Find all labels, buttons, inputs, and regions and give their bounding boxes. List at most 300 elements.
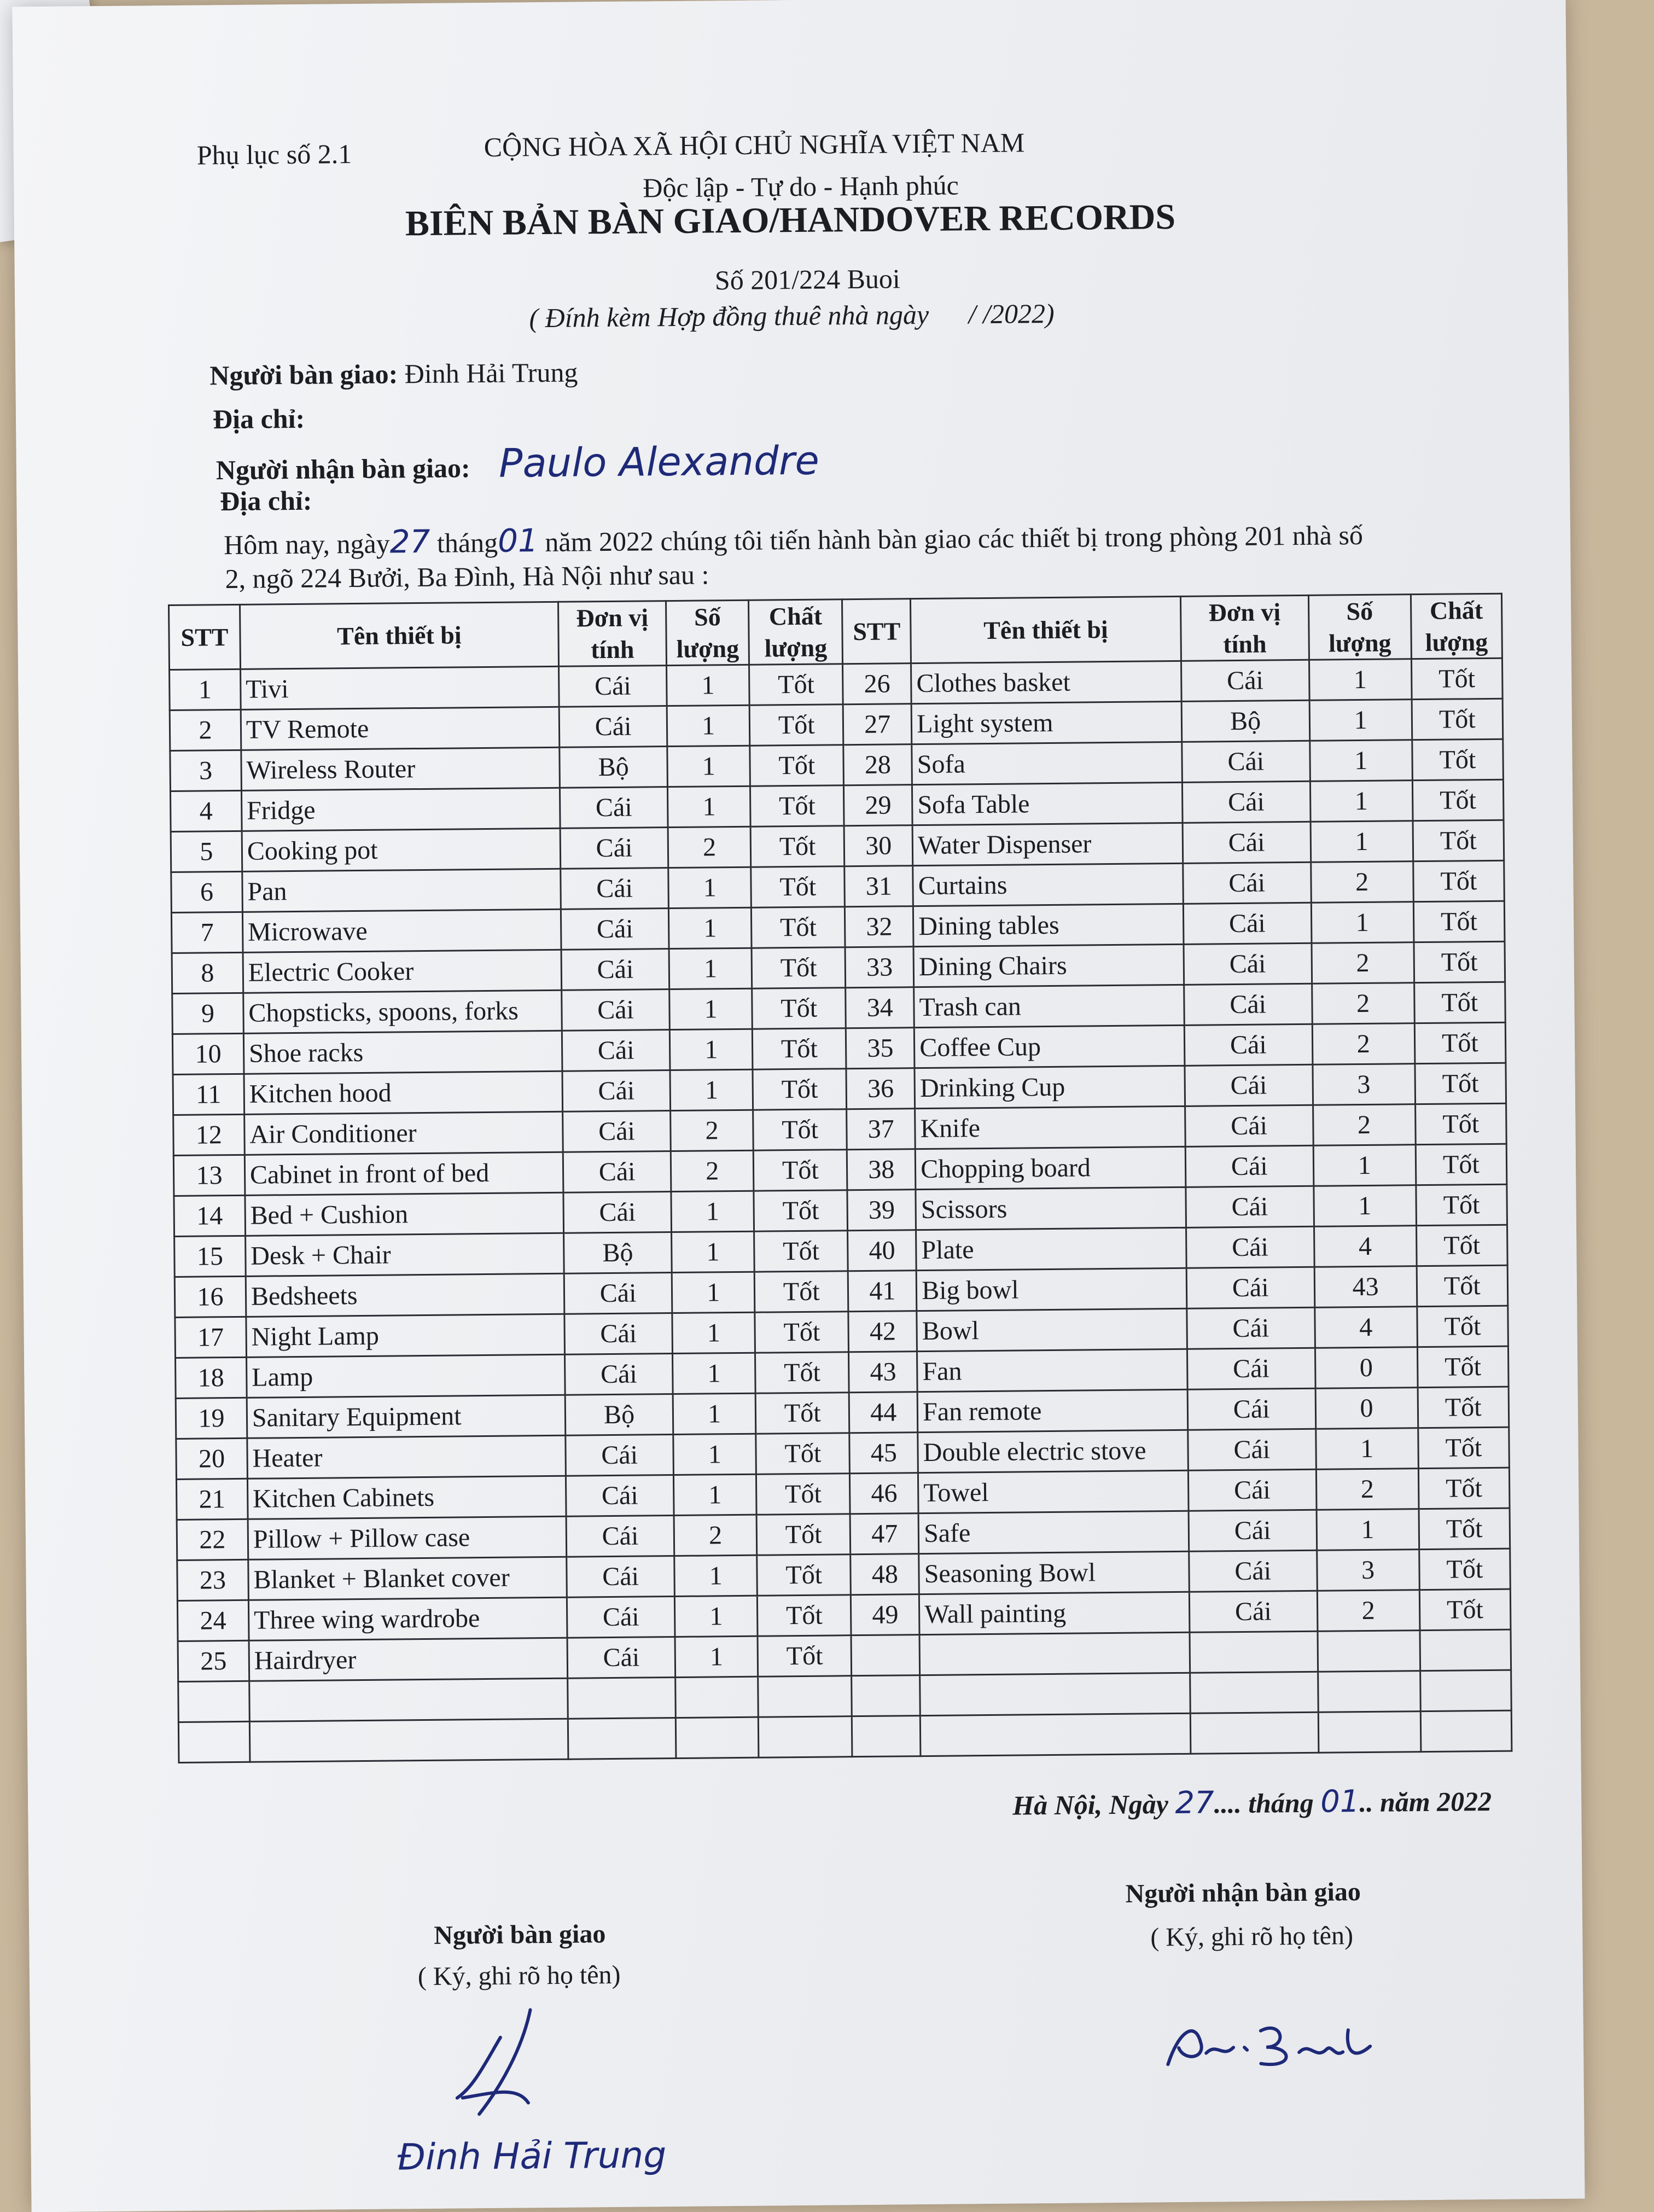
cell-right-unit: Cái bbox=[1189, 1550, 1317, 1592]
footer-dots-1: .... bbox=[1214, 1788, 1242, 1819]
cell-left-unit: Cái bbox=[563, 1192, 672, 1233]
cell-right-quality: Tốt bbox=[1414, 982, 1505, 1023]
cell-left-unit: Cái bbox=[563, 1151, 671, 1193]
cell-right-qty bbox=[1318, 1631, 1420, 1672]
cell-left-qty: 1 bbox=[674, 1474, 756, 1515]
cell-right-unit: Cái bbox=[1184, 983, 1312, 1025]
cell-left-unit: Cái bbox=[567, 1556, 675, 1598]
cell-left-quality: Tốt bbox=[756, 1433, 850, 1474]
cell-left-name: Cabinet in front of bed bbox=[244, 1152, 563, 1195]
cell-left-name: Pillow + Pillow case bbox=[248, 1516, 567, 1559]
receiver-signature-title: Người nhận bàn giao bbox=[1125, 1877, 1361, 1908]
cell-right-qty: 1 bbox=[1311, 821, 1413, 863]
cell-right-quality: Tốt bbox=[1417, 1265, 1508, 1306]
cell-left-name: Fridge bbox=[241, 788, 560, 831]
table-header-row bbox=[169, 593, 1502, 670]
intro-today: Hôm nay, ngày bbox=[223, 528, 390, 561]
cell-left-name bbox=[249, 1678, 568, 1721]
cell-right-qty: 1 bbox=[1313, 1145, 1416, 1186]
cell-left-quality: Tốt bbox=[752, 947, 846, 988]
cell-left-name: Pan bbox=[242, 869, 561, 912]
cell-left-qty: 1 bbox=[672, 1231, 754, 1272]
cell-right-stt: 40 bbox=[848, 1230, 916, 1271]
header-quality-right: Chất lượng bbox=[1411, 593, 1502, 659]
cell-right-stt: 48 bbox=[851, 1554, 919, 1595]
giver-signature-note: ( Ký, ghi rõ họ tên) bbox=[417, 1960, 621, 1992]
cell-left-quality: Tốt bbox=[756, 1514, 851, 1555]
cell-left-stt: 9 bbox=[172, 993, 244, 1034]
cell-right-qty: 1 bbox=[1317, 1509, 1419, 1551]
cell-right-stt: 34 bbox=[846, 987, 914, 1028]
cell-left-qty: 2 bbox=[671, 1110, 753, 1151]
cell-right-quality: Tốt bbox=[1413, 820, 1504, 861]
equipment-table bbox=[168, 593, 1512, 1763]
cell-left-stt: 18 bbox=[176, 1357, 247, 1398]
cell-right-stt: 29 bbox=[844, 785, 912, 826]
cell-right-quality: Tốt bbox=[1411, 658, 1502, 699]
cell-right-stt bbox=[851, 1635, 919, 1676]
cell-left-quality: Tốt bbox=[750, 785, 844, 826]
cell-right-qty: 3 bbox=[1317, 1550, 1419, 1591]
cell-right-name: Sofa bbox=[912, 742, 1182, 784]
cell-left-name: Sanitary Equipment bbox=[247, 1395, 566, 1438]
cell-right-quality: Tốt bbox=[1418, 1427, 1509, 1468]
cell-left-qty: 1 bbox=[667, 746, 750, 787]
cell-left-quality: Tốt bbox=[755, 1352, 849, 1393]
cell-right-name: Water Dispenser bbox=[912, 823, 1183, 865]
cell-left-qty: 1 bbox=[669, 988, 752, 1029]
cell-left-stt: 7 bbox=[171, 912, 243, 953]
cell-left-unit: Cái bbox=[562, 1030, 670, 1072]
cell-right-name: Knife bbox=[915, 1106, 1185, 1149]
cell-left-unit: Cái bbox=[564, 1273, 672, 1314]
cell-right-name bbox=[919, 1632, 1190, 1675]
cell-left-name: Three wing wardrobe bbox=[248, 1597, 567, 1640]
cell-left-stt: 16 bbox=[174, 1276, 246, 1317]
cell-left-unit: Cái bbox=[559, 706, 667, 748]
cell-left-quality bbox=[758, 1676, 852, 1717]
cell-right-unit: Cái bbox=[1188, 1429, 1316, 1470]
cell-left-unit: Cái bbox=[567, 1597, 675, 1638]
cell-right-qty: 2 bbox=[1312, 942, 1414, 984]
cell-right-qty: 1 bbox=[1309, 659, 1412, 701]
cell-right-stt: 31 bbox=[845, 866, 913, 907]
receiver-label: Người nhận bàn giao: bbox=[216, 452, 470, 486]
cell-left-unit: Cái bbox=[564, 1354, 673, 1395]
header-unit-right: Đơn vị tính bbox=[1180, 595, 1309, 661]
cell-right-name: Clothes basket bbox=[911, 661, 1181, 703]
cell-right-quality: Tốt bbox=[1412, 739, 1503, 780]
cell-left-stt: 13 bbox=[173, 1155, 245, 1196]
cell-left-stt: 3 bbox=[170, 750, 242, 791]
cell-right-unit: Cái bbox=[1184, 943, 1312, 985]
cell-right-stt: 41 bbox=[848, 1271, 917, 1312]
cell-left-quality: Tốt bbox=[754, 1231, 848, 1272]
cell-right-qty bbox=[1318, 1712, 1421, 1753]
cell-left-unit: Cái bbox=[566, 1475, 674, 1517]
cell-left-name: Night Lamp bbox=[246, 1314, 565, 1357]
cell-right-quality: Tốt bbox=[1414, 1022, 1506, 1063]
cell-left-quality: Tốt bbox=[751, 866, 845, 907]
cell-left-unit bbox=[568, 1718, 676, 1760]
cell-left-unit: Cái bbox=[567, 1637, 675, 1679]
cell-right-stt: 39 bbox=[847, 1190, 916, 1231]
cell-left-name: Blanket + Blanket cover bbox=[248, 1557, 567, 1600]
cell-left-qty: 1 bbox=[672, 1312, 755, 1353]
cell-left-qty: 1 bbox=[669, 948, 752, 989]
giver-name: Đinh Hải Trung bbox=[404, 357, 578, 389]
cell-left-stt bbox=[178, 1721, 250, 1762]
cell-right-stt: 28 bbox=[843, 744, 912, 785]
cell-left-stt: 6 bbox=[171, 871, 243, 912]
cell-right-qty: 0 bbox=[1315, 1347, 1418, 1389]
cell-right-stt: 42 bbox=[848, 1311, 917, 1352]
cell-right-name: Chopping board bbox=[915, 1146, 1185, 1189]
cell-right-unit: Cái bbox=[1183, 862, 1311, 904]
cell-left-quality: Tốt bbox=[752, 1028, 846, 1069]
cell-right-stt: 45 bbox=[849, 1433, 918, 1474]
cell-right-name: Light system bbox=[911, 701, 1181, 744]
document-number: Số 201/224 Buoi bbox=[714, 263, 901, 296]
cell-left-name bbox=[249, 1719, 568, 1762]
cell-left-unit bbox=[568, 1678, 676, 1719]
cell-right-qty: 2 bbox=[1316, 1469, 1419, 1510]
cell-left-name: Kitchen hood bbox=[244, 1071, 563, 1114]
cell-right-qty: 1 bbox=[1313, 1185, 1416, 1227]
cell-right-quality: Tốt bbox=[1417, 1306, 1508, 1347]
cell-right-quality: Tốt bbox=[1416, 1225, 1507, 1266]
cell-right-quality bbox=[1420, 1670, 1511, 1711]
document-title: BIÊN BẢN BÀN GIAO/HANDOVER RECORDS bbox=[405, 196, 1176, 244]
cell-left-qty: 1 bbox=[670, 1029, 753, 1070]
cell-left-stt: 23 bbox=[177, 1559, 249, 1600]
cell-right-unit: Cái bbox=[1188, 1469, 1316, 1511]
cell-right-qty: 4 bbox=[1314, 1307, 1417, 1348]
cell-left-name: Cooking pot bbox=[242, 828, 561, 871]
cell-right-unit: Cái bbox=[1183, 822, 1311, 863]
cell-right-quality: Tốt bbox=[1416, 1144, 1507, 1185]
intro-line-1 bbox=[224, 515, 1363, 562]
cell-right-quality: Tốt bbox=[1419, 1589, 1511, 1630]
cell-left-quality: Tốt bbox=[753, 1150, 847, 1191]
cell-left-qty: 1 bbox=[673, 1434, 756, 1475]
cell-right-qty: 2 bbox=[1313, 1104, 1416, 1146]
cell-right-qty: 4 bbox=[1314, 1226, 1417, 1267]
cell-left-qty: 1 bbox=[670, 1069, 753, 1110]
cell-right-quality: Tốt bbox=[1419, 1549, 1510, 1590]
cell-right-name: Fan remote bbox=[917, 1389, 1187, 1432]
cell-right-name: Coffee Cup bbox=[914, 1025, 1184, 1068]
cell-left-qty: 1 bbox=[668, 867, 751, 908]
cell-left-stt: 11 bbox=[173, 1074, 244, 1115]
cell-left-unit: Bộ bbox=[563, 1232, 672, 1274]
cell-right-quality: Tốt bbox=[1412, 779, 1504, 820]
cell-left-stt: 12 bbox=[173, 1114, 245, 1155]
receiver-line bbox=[216, 438, 819, 489]
cell-left-unit: Cái bbox=[560, 828, 668, 869]
cell-left-stt: 14 bbox=[174, 1195, 246, 1236]
cell-left-quality bbox=[758, 1716, 852, 1757]
cell-right-qty: 1 bbox=[1310, 781, 1413, 822]
cell-right-quality: Tốt bbox=[1414, 941, 1505, 982]
cell-left-name: Bedsheets bbox=[246, 1273, 564, 1317]
cell-right-name: Fan bbox=[917, 1349, 1187, 1392]
cell-left-quality: Tốt bbox=[750, 745, 844, 786]
cell-left-quality: Tốt bbox=[749, 705, 843, 746]
cell-right-qty bbox=[1318, 1671, 1420, 1713]
receiver-signature-note: ( Ký, ghi rõ họ tên) bbox=[1150, 1921, 1354, 1952]
cell-right-stt: 49 bbox=[851, 1594, 919, 1635]
cell-left-unit: Cái bbox=[566, 1435, 674, 1476]
cell-right-quality: Tốt bbox=[1416, 1184, 1507, 1225]
cell-right-quality: Tốt bbox=[1419, 1508, 1510, 1549]
cell-left-unit: Cái bbox=[560, 787, 668, 829]
cell-right-qty: 1 bbox=[1315, 1428, 1418, 1470]
cell-right-name: Safe bbox=[918, 1511, 1189, 1553]
cell-right-unit: Cái bbox=[1184, 1024, 1312, 1066]
cell-right-stt: 44 bbox=[849, 1392, 918, 1433]
cell-right-stt: 36 bbox=[846, 1068, 915, 1109]
intro-month-word: tháng bbox=[436, 527, 498, 558]
cell-left-quality: Tốt bbox=[755, 1393, 849, 1434]
cell-left-name: Desk + Chair bbox=[245, 1233, 564, 1276]
attachment-prefix: ( Đính kèm Hợp đồng thuê nhà ngày bbox=[529, 299, 929, 334]
giver-signature-title: Người bàn giao bbox=[434, 1919, 606, 1950]
cell-left-qty: 1 bbox=[673, 1393, 755, 1434]
cell-left-stt: 25 bbox=[178, 1640, 249, 1681]
intro-rest: năm 2022 chúng tôi tiến hành bàn giao các thiết bị trong phòng 201 nhà số bbox=[545, 519, 1364, 558]
cell-right-stt: 43 bbox=[849, 1352, 917, 1393]
cell-right-unit: Cái bbox=[1187, 1348, 1315, 1389]
cell-right-stt: 27 bbox=[843, 704, 912, 745]
cell-left-quality: Tốt bbox=[755, 1312, 849, 1353]
cell-left-quality: Tốt bbox=[758, 1635, 852, 1677]
cell-right-unit: Cái bbox=[1186, 1226, 1314, 1268]
cell-right-name bbox=[920, 1713, 1190, 1756]
cell-left-stt: 24 bbox=[177, 1600, 249, 1641]
cell-right-unit: Cái bbox=[1182, 781, 1310, 823]
cell-right-name: Dining Chairs bbox=[913, 944, 1184, 987]
cell-left-stt bbox=[178, 1681, 250, 1722]
cell-left-unit: Cái bbox=[562, 1111, 671, 1152]
cell-right-stt: 26 bbox=[843, 663, 911, 705]
cell-left-qty: 2 bbox=[671, 1150, 754, 1191]
cell-right-name: Double electric stove bbox=[918, 1430, 1188, 1472]
cell-left-stt: 1 bbox=[170, 669, 241, 710]
cell-left-quality: Tốt bbox=[753, 1069, 847, 1110]
cell-right-name: Trash can bbox=[914, 985, 1184, 1027]
cell-right-qty: 2 bbox=[1312, 983, 1414, 1024]
cell-left-stt: 15 bbox=[174, 1236, 246, 1277]
cell-left-name: Shoe racks bbox=[243, 1031, 562, 1074]
cell-right-unit: Cái bbox=[1187, 1388, 1315, 1430]
cell-left-quality: Tốt bbox=[751, 907, 845, 948]
footer-dots-2: .. bbox=[1359, 1786, 1373, 1818]
cell-right-stt: 47 bbox=[851, 1514, 919, 1555]
cell-left-name: Microwave bbox=[242, 909, 561, 952]
cell-right-unit: Cái bbox=[1181, 660, 1309, 701]
cell-left-unit: Bộ bbox=[560, 747, 668, 788]
cell-left-name: Tivi bbox=[240, 666, 559, 709]
cell-left-qty: 2 bbox=[668, 826, 750, 868]
cell-right-name: Big bowl bbox=[916, 1268, 1186, 1311]
giver-signature-text: Đinh Hải Trung bbox=[397, 2134, 667, 2179]
cell-right-quality bbox=[1420, 1629, 1511, 1670]
cell-right-unit: Cái bbox=[1185, 1145, 1313, 1187]
cell-left-qty: 1 bbox=[675, 1636, 758, 1677]
cell-left-unit: Cái bbox=[561, 949, 669, 991]
header-stt-right: STT bbox=[842, 599, 911, 664]
cell-left-unit: Cái bbox=[562, 1070, 671, 1112]
header-qty-right: Số lượng bbox=[1308, 595, 1411, 660]
cell-left-stt: 5 bbox=[171, 831, 242, 872]
cell-left-quality: Tốt bbox=[756, 1474, 850, 1515]
cell-left-quality: Tốt bbox=[753, 1109, 847, 1150]
cell-right-name: Scissors bbox=[916, 1187, 1186, 1230]
cell-left-quality: Tốt bbox=[750, 826, 845, 867]
cell-right-stt: 46 bbox=[850, 1473, 918, 1514]
cell-left-name: Electric Cooker bbox=[243, 950, 562, 993]
header-name-left: Tên thiết bị bbox=[240, 602, 558, 669]
cell-left-name: Lamp bbox=[246, 1354, 565, 1398]
cell-left-qty: 1 bbox=[673, 1353, 755, 1394]
cell-left-quality: Tốt bbox=[749, 664, 843, 705]
cell-left-quality: Tốt bbox=[757, 1595, 851, 1636]
receiver-name-handwritten: Paulo Alexandre bbox=[498, 437, 820, 486]
cell-left-qty: 1 bbox=[671, 1191, 754, 1232]
handover-document bbox=[12, 0, 1585, 2212]
cell-right-qty: 1 bbox=[1309, 740, 1412, 782]
cell-right-quality: Tốt bbox=[1413, 901, 1505, 942]
cell-left-name: Hairdryer bbox=[249, 1638, 568, 1681]
attachment-date: / /2022) bbox=[968, 298, 1055, 330]
receiver-address-label: Địa chỉ: bbox=[220, 485, 312, 517]
attachment-note bbox=[529, 298, 1055, 334]
giver-address-label: Địa chỉ: bbox=[212, 403, 305, 435]
cell-left-qty: 1 bbox=[667, 665, 749, 706]
cell-left-stt: 4 bbox=[170, 790, 242, 831]
cell-right-quality: Tốt bbox=[1418, 1387, 1509, 1428]
cell-left-unit: Cái bbox=[562, 989, 670, 1031]
place-date-month-word: tháng bbox=[1248, 1787, 1314, 1819]
cell-right-name bbox=[920, 1673, 1190, 1715]
cell-right-name: Curtains bbox=[913, 863, 1183, 906]
giver-label: Người bàn giao: bbox=[209, 358, 398, 391]
cell-right-unit bbox=[1190, 1712, 1318, 1754]
header-name-right: Tên thiết bị bbox=[911, 596, 1181, 663]
cell-left-name: Kitchen Cabinets bbox=[247, 1476, 566, 1519]
cell-right-stt: 38 bbox=[847, 1149, 916, 1190]
cell-left-unit: Bộ bbox=[565, 1394, 673, 1436]
cell-left-stt: 10 bbox=[172, 1033, 244, 1074]
cell-left-name: Bed + Cushion bbox=[245, 1192, 564, 1236]
giver-signature-icon bbox=[391, 2003, 698, 2192]
cell-right-stt: 32 bbox=[845, 906, 913, 947]
cell-right-stt: 35 bbox=[846, 1028, 915, 1069]
header-qty-left: Số lượng bbox=[666, 600, 749, 665]
cell-left-quality: Tốt bbox=[754, 1190, 848, 1231]
receiver-signature-icon bbox=[1162, 2007, 1414, 2081]
equipment-table-body bbox=[170, 658, 1512, 1762]
cell-left-stt: 20 bbox=[176, 1438, 248, 1479]
footer-day-handwritten: 27 bbox=[1175, 1785, 1214, 1821]
cell-left-qty: 1 bbox=[667, 705, 749, 746]
cell-right-name: Bowl bbox=[917, 1308, 1187, 1351]
cell-right-unit: Bộ bbox=[1181, 700, 1309, 742]
cell-right-unit bbox=[1190, 1631, 1318, 1673]
header-stt-left: STT bbox=[169, 604, 241, 670]
header-unit-left: Đơn vị tính bbox=[558, 601, 666, 667]
cell-right-name: Drinking Cup bbox=[915, 1066, 1185, 1108]
national-motto: Độc lập - Tự do - Hạnh phúc bbox=[643, 170, 959, 203]
cell-left-name: Heater bbox=[247, 1435, 566, 1478]
cell-left-quality: Tốt bbox=[752, 988, 846, 1029]
cell-left-name: Chopsticks, spoons, forks bbox=[243, 990, 562, 1033]
cell-left-stt: 2 bbox=[170, 709, 241, 750]
cell-left-unit: Cái bbox=[561, 868, 669, 910]
cell-right-unit: Cái bbox=[1189, 1510, 1317, 1551]
cell-right-quality: Tốt bbox=[1412, 698, 1503, 740]
intro-day-handwritten: 27 bbox=[389, 522, 430, 561]
cell-right-unit: Cái bbox=[1182, 741, 1310, 782]
place-date-line bbox=[1012, 1783, 1492, 1823]
cell-right-qty: 43 bbox=[1314, 1266, 1417, 1308]
cell-left-qty bbox=[675, 1677, 758, 1718]
cell-right-unit bbox=[1190, 1672, 1318, 1713]
cell-left-qty: 1 bbox=[675, 1596, 758, 1637]
footer-month-handwritten: 01 bbox=[1320, 1784, 1360, 1820]
cell-right-unit: Cái bbox=[1183, 903, 1311, 944]
cell-left-qty: 1 bbox=[669, 907, 752, 948]
cell-right-quality bbox=[1420, 1710, 1512, 1751]
cell-left-qty: 2 bbox=[674, 1515, 756, 1556]
intro-month-handwritten: 01 bbox=[497, 522, 539, 560]
country-name: CỘNG HÒA XÃ HỘI CHỦ NGHĨA VIỆT NAM bbox=[484, 127, 1025, 162]
cell-left-qty bbox=[676, 1717, 759, 1758]
cell-right-qty: 2 bbox=[1317, 1590, 1420, 1632]
cell-right-name: Seasoning Bowl bbox=[919, 1551, 1189, 1594]
cell-right-qty: 0 bbox=[1315, 1388, 1418, 1429]
cell-right-stt bbox=[852, 1675, 920, 1716]
cell-right-name: Dining tables bbox=[913, 904, 1184, 946]
cell-right-quality: Tốt bbox=[1418, 1468, 1510, 1509]
cell-right-quality: Tốt bbox=[1415, 1103, 1506, 1144]
place-date-year: năm 2022 bbox=[1379, 1785, 1492, 1818]
cell-right-unit: Cái bbox=[1185, 1064, 1313, 1106]
cell-left-name: Air Conditioner bbox=[244, 1111, 563, 1155]
place-date-prefix: Hà Nội, Ngày bbox=[1012, 1789, 1169, 1821]
cell-right-stt: 33 bbox=[845, 947, 913, 988]
cell-right-stt bbox=[852, 1716, 921, 1757]
cell-left-unit: Cái bbox=[558, 666, 667, 707]
cell-right-unit: Cái bbox=[1185, 1105, 1313, 1146]
intro-line-2: 2, ngõ 224 Bưởi, Ba Đình, Hà Nội như sau : bbox=[225, 559, 709, 595]
cell-left-qty: 1 bbox=[674, 1555, 757, 1596]
cell-left-name: Wireless Router bbox=[241, 747, 560, 790]
cell-left-qty: 1 bbox=[672, 1272, 755, 1313]
cell-right-name: Wall painting bbox=[919, 1592, 1190, 1634]
cell-left-quality: Tốt bbox=[757, 1555, 851, 1596]
cell-right-quality: Tốt bbox=[1417, 1346, 1509, 1387]
cell-right-qty: 2 bbox=[1312, 1023, 1415, 1065]
cell-left-qty: 1 bbox=[668, 786, 750, 827]
cell-right-name: Towel bbox=[918, 1470, 1189, 1513]
cell-right-qty: 2 bbox=[1311, 861, 1413, 903]
cell-right-unit: Cái bbox=[1186, 1267, 1314, 1308]
cell-left-name: TV Remote bbox=[241, 707, 560, 750]
cell-left-unit: Cái bbox=[564, 1313, 673, 1355]
header-quality-left: Chất lượng bbox=[748, 599, 842, 665]
